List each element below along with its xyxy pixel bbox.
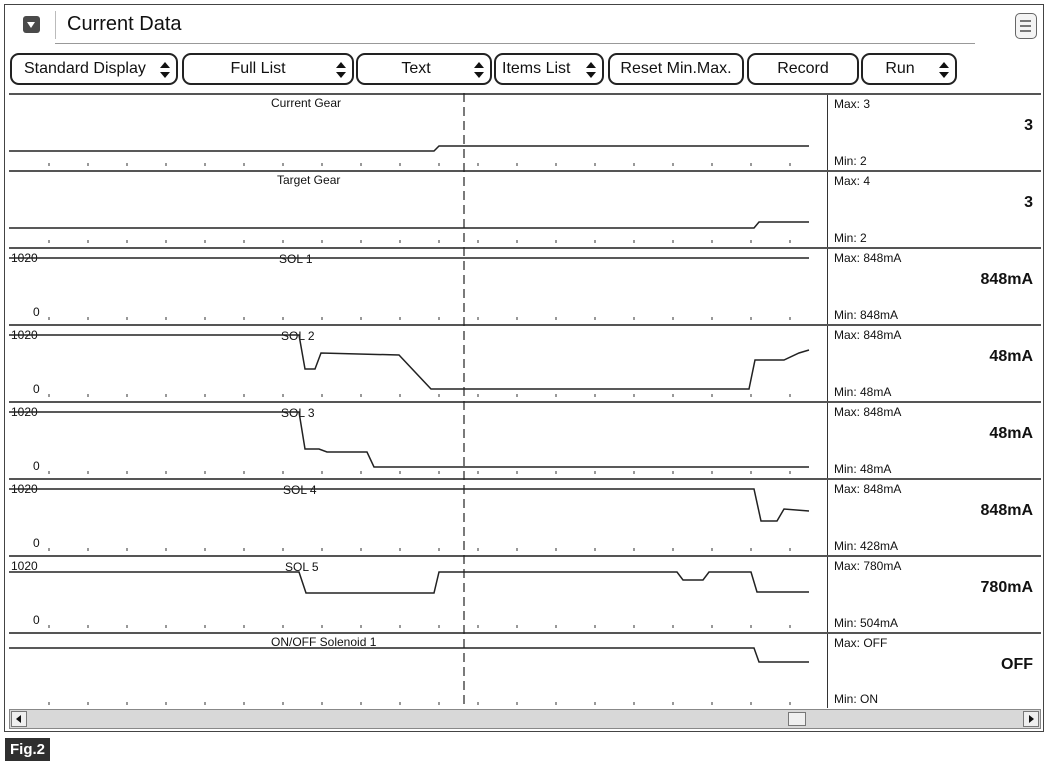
min-readout: Min: 2 [834,231,867,245]
spinner-icon [474,62,484,78]
current-data-window [4,4,1044,732]
current-value: 48mA [989,425,1033,442]
graph-info [827,403,1041,478]
min-readout: Min: 2 [834,154,867,168]
graph-info [827,557,1041,632]
display-select[interactable] [10,53,178,85]
graph-label: ON/OFF Solenoid 1 [271,635,377,649]
trace-current-gear [9,146,809,151]
graph-info [827,95,1041,170]
figure-label: Fig.2 [5,738,50,761]
graph-info [827,480,1041,555]
trace-sol-2 [9,335,809,389]
record-label: Record [777,60,829,77]
max-readout: Max: 4 [834,174,871,188]
current-value: 3 [1024,194,1033,211]
graph-info [827,249,1041,324]
spinner-icon [336,62,346,78]
tick-marks [49,163,790,705]
trace-sol-4 [9,489,809,521]
title-bar [5,5,1043,45]
menu-icon[interactable] [1015,13,1037,39]
current-value: 48mA [989,348,1033,365]
max-readout: Max: 3 [834,97,871,111]
graph-label: SOL 4 [283,483,317,497]
graphs-area [5,93,1043,708]
items-select[interactable] [494,53,604,85]
list-select[interactable] [182,53,354,85]
max-readout: Max: 848mA [834,328,902,342]
graph-label: SOL 2 [281,329,315,343]
axis-top-label: 1020 [11,559,38,573]
run-select[interactable] [861,53,957,85]
max-readout: Max: 848mA [834,482,902,496]
axis-bottom-label: 0 [33,613,40,627]
collapse-icon[interactable] [23,16,40,33]
display-select-label: Standard Display [24,60,146,77]
graph-info [827,326,1041,401]
axis-top-label: 1020 [11,251,38,265]
reset-minmax-label: Reset Min.Max. [620,60,732,77]
reset-minmax-button[interactable] [608,53,744,85]
scroll-thumb[interactable] [788,712,806,726]
max-readout: Max: 848mA [834,251,902,265]
toolbar [10,53,1040,87]
scroll-right-icon[interactable] [1023,711,1039,727]
axis-top-label: 1020 [11,482,38,496]
graph-label: SOL 3 [281,406,315,420]
current-value: OFF [1001,656,1033,673]
mode-select-label: Text [401,60,431,77]
axis-bottom-label: 0 [33,459,40,473]
graph-info [827,172,1041,247]
current-value: 780mA [980,579,1033,596]
max-readout: Max: 848mA [834,405,902,419]
graph-label: SOL 5 [285,560,319,574]
min-readout: Min: 848mA [834,308,899,322]
min-readout: Min: 48mA [834,462,892,476]
window-title: Current Data [67,13,182,35]
trace-on-off-solenoid-1 [9,648,809,662]
spinner-icon [160,62,170,78]
trace-sol-3 [9,412,809,467]
scroll-left-icon[interactable] [11,711,27,727]
graph-info [827,634,1041,708]
mode-select[interactable] [356,53,492,85]
horizontal-scrollbar[interactable] [9,709,1041,729]
min-readout: Min: 48mA [834,385,892,399]
run-select-label: Run [885,60,915,77]
graph-traces [9,93,825,708]
axis-bottom-label: 0 [33,382,40,396]
list-select-label: Full List [230,60,286,77]
max-readout: Max: 780mA [834,559,902,573]
graph-label: Target Gear [277,173,341,187]
items-select-label: Items List [502,60,571,77]
trace-target-gear [9,222,809,228]
max-readout: Max: OFF [834,636,888,650]
graph-label: Current Gear [271,96,342,110]
title-rule [55,43,975,44]
graph-label: SOL 1 [279,252,313,266]
trace-sol-5 [9,572,809,593]
spinner-icon [939,62,949,78]
axis-bottom-label: 0 [33,305,40,319]
record-button[interactable] [747,53,859,85]
spinner-icon [586,62,596,78]
min-readout: Min: ON [834,692,879,706]
current-value: 848mA [980,502,1033,519]
current-value: 848mA [980,271,1033,288]
min-readout: Min: 504mA [834,616,899,630]
axis-bottom-label: 0 [33,536,40,550]
axis-top-label: 1020 [11,328,38,342]
current-value: 3 [1024,117,1033,134]
title-divider [55,11,56,39]
axis-top-label: 1020 [11,405,38,419]
min-readout: Min: 428mA [834,539,899,553]
